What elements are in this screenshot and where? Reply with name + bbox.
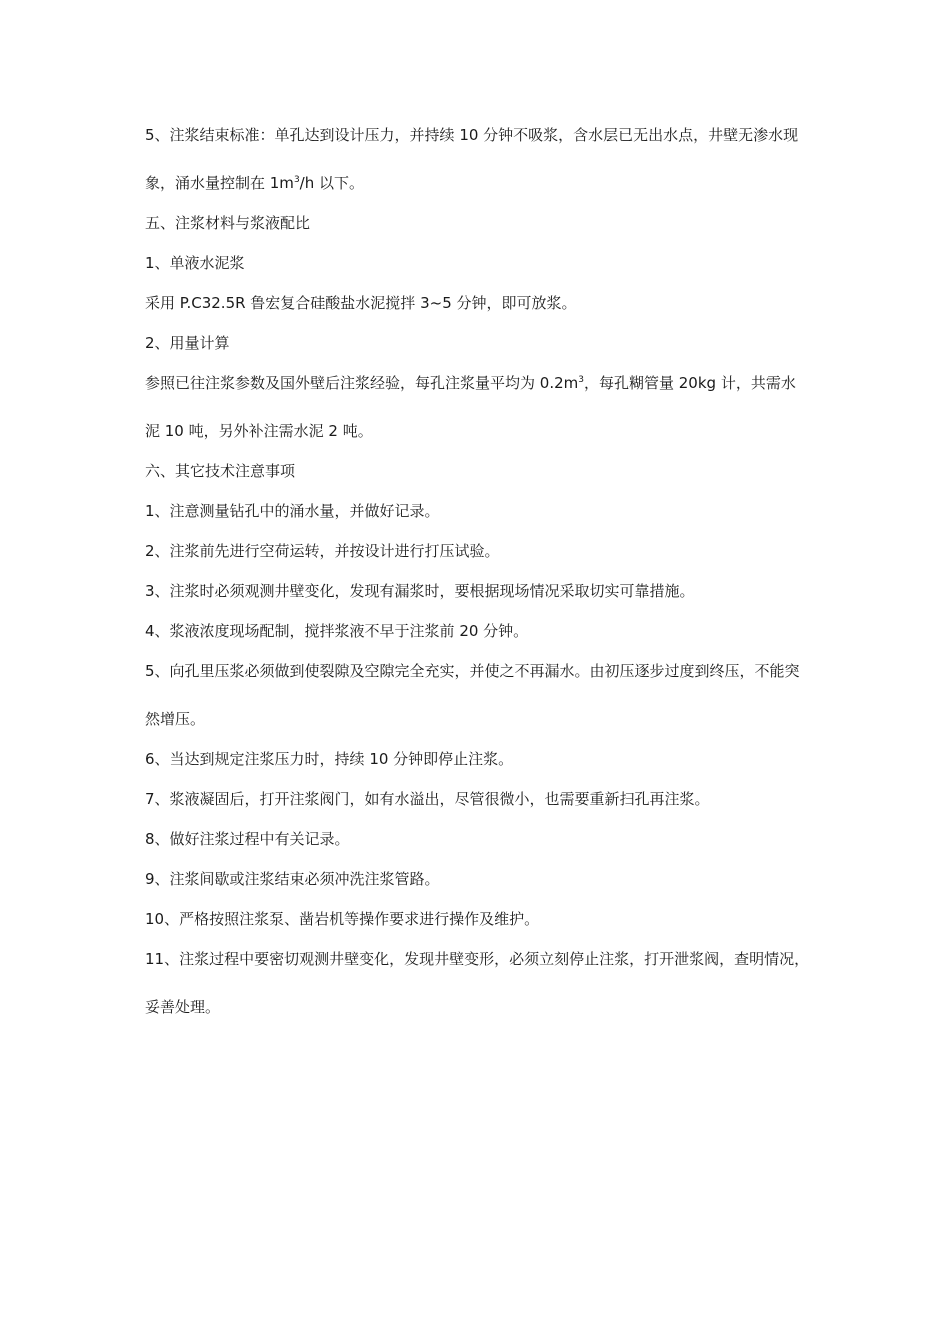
list-item: 9、注浆间歇或注浆结束必须冲洗注浆管路。 [145, 870, 440, 888]
list-item: 2、注浆前先进行空荷运转，并按设计进行打压试验。 [145, 542, 500, 560]
list-item: 3、注浆时必须观测井壁变化，发现有漏浆时，要根据现场情况采取切实可靠措施。 [145, 582, 695, 600]
document-page [145, 124, 810, 1036]
section-heading-materials: 五、注浆材料与浆液配比 [145, 214, 311, 232]
paragraph-quantity-detail [145, 359, 810, 455]
superscript: 3 [293, 175, 300, 185]
list-item: 10、严格按照注浆泵、凿岩机等操作要求进行操作及维护。 [145, 910, 540, 928]
paragraph-text: /h 以下。 [299, 174, 365, 192]
superscript: 3 [578, 375, 584, 385]
list-item: 6、当达到规定注浆压力时，持续 10 分钟即停止注浆。 [145, 750, 514, 768]
list-item: 5、向孔里压浆必须做到使裂隙及空隙完全充实，并使之不再漏水。由初压逐步过度到终压，不能突然增压。 [145, 662, 800, 728]
paragraph-text: ，每孔糊管量 20kg 计，共需水泥 10 吨，另外补注需水泥 2 吨。 [145, 374, 796, 440]
section-heading-notes: 六、其它技术注意事项 [145, 462, 296, 480]
paragraph-text: 参照已往注浆参数及国外壁后注浆经验，每孔注浆量平均为 0.2m [145, 374, 579, 392]
paragraph-quantity-calc: 2、用量计算 [145, 334, 230, 352]
list-item: 8、做好注浆过程中有关记录。 [145, 830, 350, 848]
paragraph-cement-usage: 采用 P.C32.5R 鲁宏复合硅酸盐水泥搅拌 3~5 分钟，即可放浆。 [145, 294, 577, 312]
list-item: 7、浆液凝固后，打开注浆阀门，如有水溢出，尽管很微小，也需要重新扫孔再注浆。 [145, 790, 710, 808]
paragraph-text: 5、注浆结束标准：单孔达到设计压力，并持续 10 分钟不吸浆，含水层已无出水点，井壁无渗水现象，涌水量控制在 1m [145, 126, 799, 192]
list-item: 1、注意测量钻孔中的涌水量，并做好记录。 [145, 502, 440, 520]
list-item: 11、注浆过程中要密切观测井壁变化，发现井壁变形，必须立刻停止注浆，打开泄浆阀，查明情况，妥善处理。 [145, 950, 810, 1016]
paragraph-single-cement: 1、单液水泥浆 [145, 254, 245, 272]
list-item: 4、浆液浓度现场配制，搅拌浆液不早于注浆前 20 分钟。 [145, 622, 529, 640]
paragraph-grouting-end-standard [145, 111, 810, 207]
